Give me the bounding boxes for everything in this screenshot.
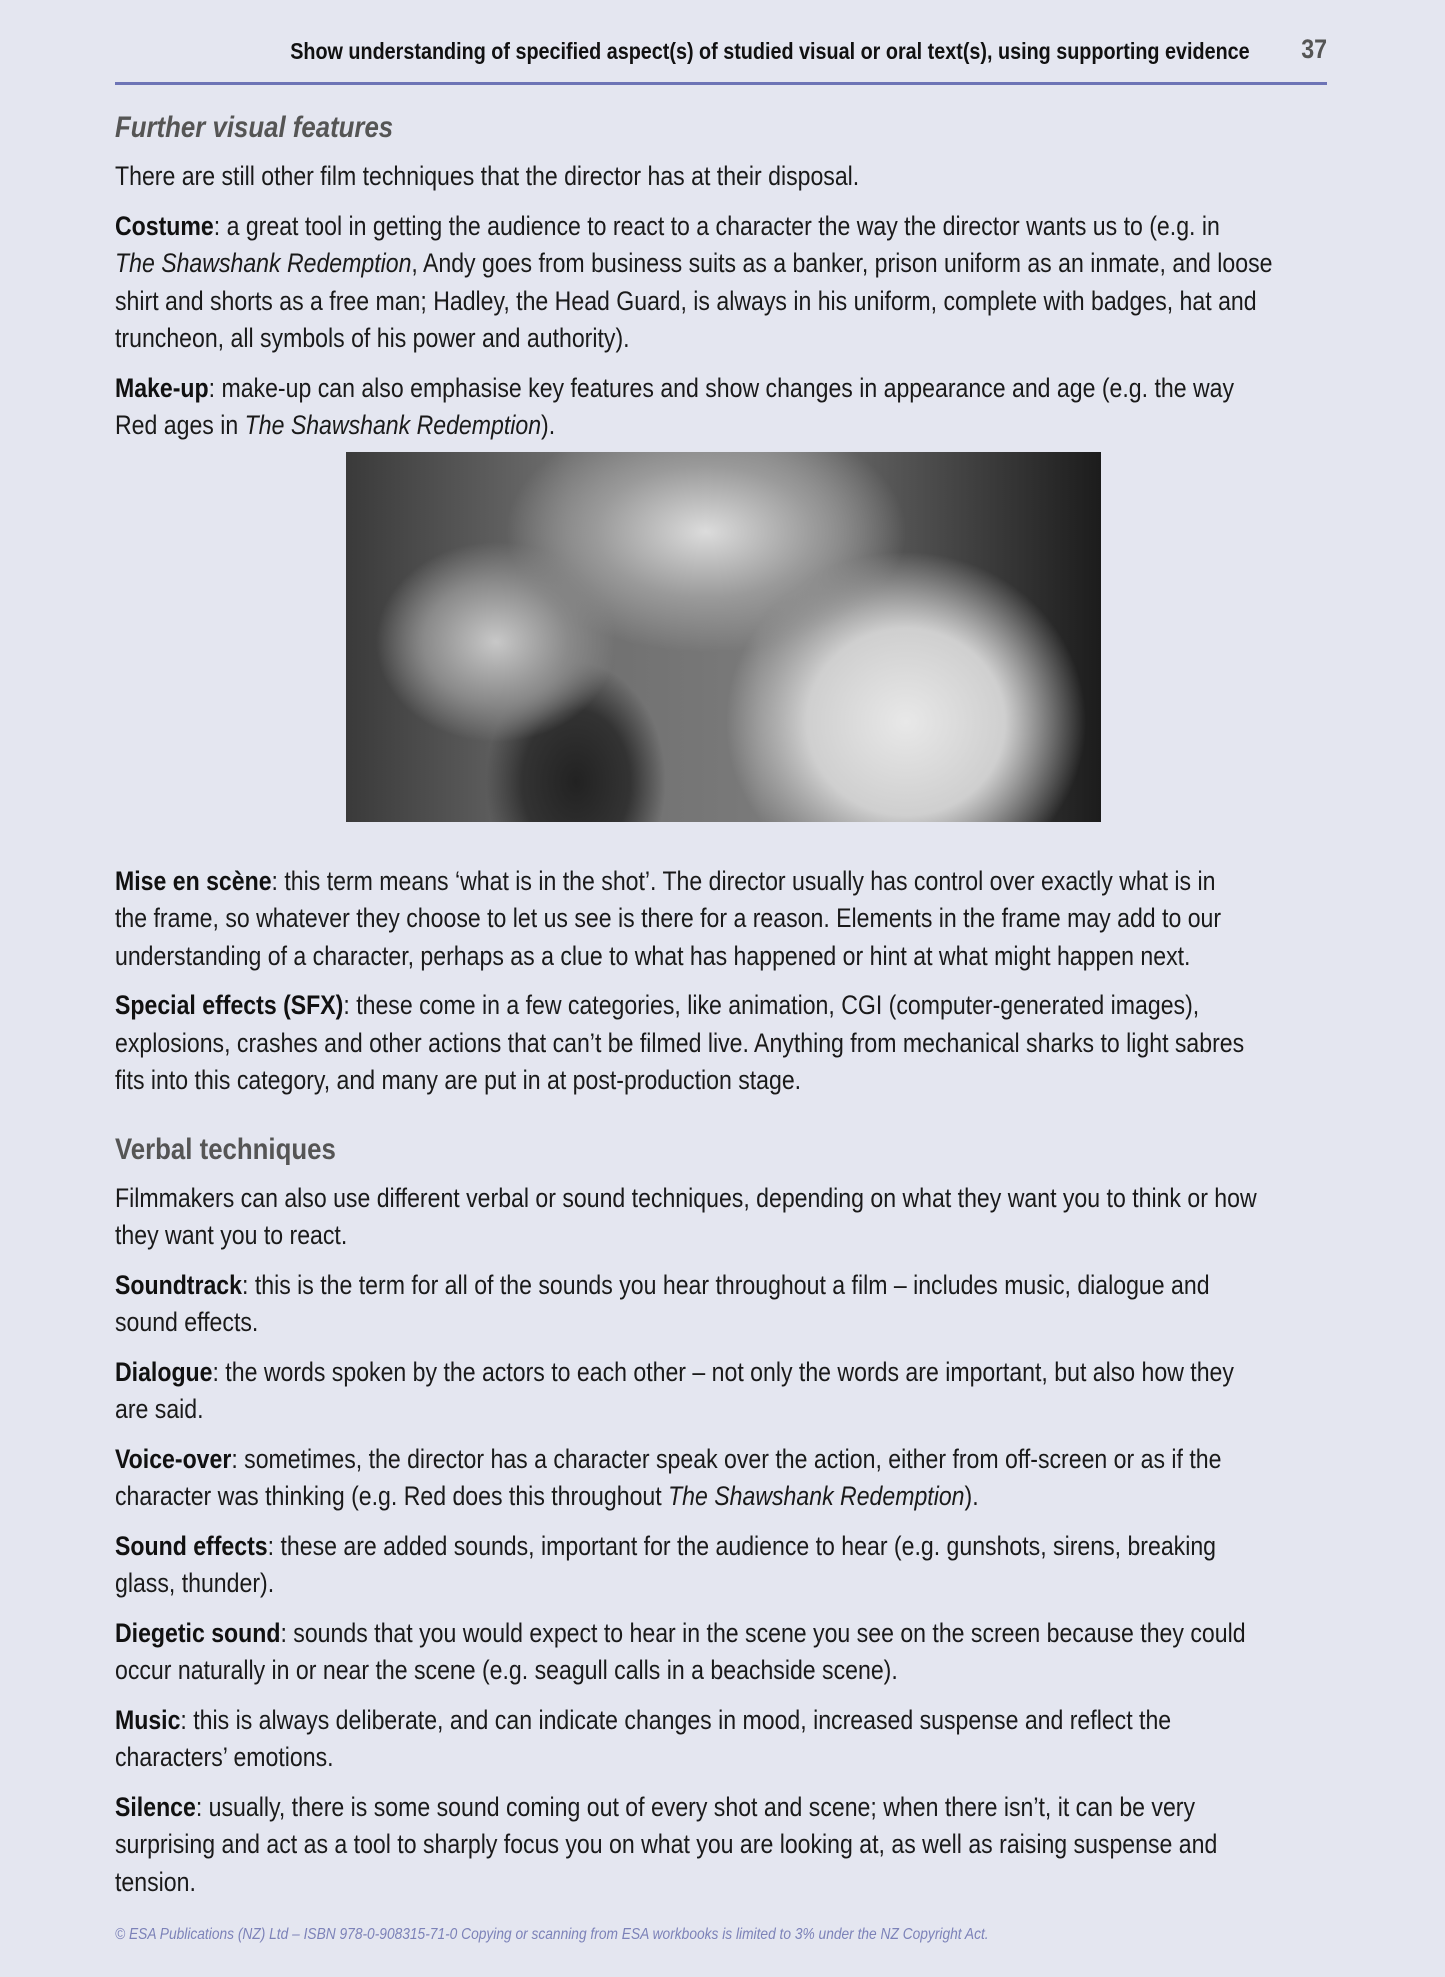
intro-text: There are still other film techniques that the director has at their disposal. xyxy=(115,161,860,191)
film-title: The Shawshank Redemption xyxy=(668,1481,965,1511)
silence-text: : usually, there is some sound coming out of every shot and scene; when there isn’t, it can be very xyxy=(195,1791,1196,1822)
intro-paragraph xyxy=(115,158,1312,196)
music-text: characters’ emotions. xyxy=(115,1742,334,1772)
dialogue-text: : the words spoken by the actors to each other – not only the words are important, but also how they xyxy=(212,1356,1234,1387)
diegetic-text: : sounds that you would expect to hear in the scene you see on the screen because they could xyxy=(280,1617,1246,1648)
header-divider xyxy=(115,82,1327,85)
mise-text: : this term means ‘what is in the shot’. The director usually has control over exactly what is in xyxy=(271,865,1216,896)
term-silence: Silence xyxy=(115,1791,196,1822)
term-dialogue: Dialogue xyxy=(115,1356,213,1387)
sfx-text: : these come in a few categories, like animation, CGI (computer-generated images), xyxy=(343,990,1200,1020)
verbal-intro-text: Filmmakers can also use different verbal or sound techniques, depending on what they want you to think or how xyxy=(115,1182,1257,1213)
verbal-intro-paragraph xyxy=(115,1180,1312,1255)
page-number: 37 xyxy=(1301,34,1327,64)
dialogue-text: are said. xyxy=(115,1394,204,1424)
sfx-text: fits into this category, and many are put in at post-production stage. xyxy=(115,1065,802,1095)
term-soundtrack: Soundtrack xyxy=(115,1269,242,1300)
music-text: : this is always deliberate, and can indicate changes in mood, increased suspense and reflect the xyxy=(180,1704,1172,1735)
costume-text: : a great tool in getting the audience to react to a character the way the director wants us to (e.g. in xyxy=(213,210,1220,241)
sound-effects-text: glass, thunder). xyxy=(115,1568,275,1598)
film-title: The Shawshank Redemption xyxy=(244,410,542,440)
voiceover-text: character was thinking (e.g. Red does this throughout xyxy=(115,1481,669,1511)
dialogue-paragraph xyxy=(115,1354,1312,1429)
diegetic-paragraph xyxy=(115,1615,1312,1690)
soundtrack-paragraph xyxy=(115,1267,1312,1342)
term-voiceover: Voice-over xyxy=(115,1443,232,1474)
page-content xyxy=(115,108,1445,1913)
music-paragraph xyxy=(115,1702,1312,1777)
term-music: Music xyxy=(115,1704,181,1735)
costume-text: truncheon, all symbols of his power and authority). xyxy=(115,323,630,353)
page-header xyxy=(115,34,1327,74)
verbal-intro-text: they want you to react. xyxy=(115,1220,348,1250)
term-sound-effects: Sound effects xyxy=(115,1530,268,1561)
sound-effects-text: : these are added sounds, important for the audience to hear (e.g. gunshots, sirens, breaking xyxy=(267,1530,1217,1561)
costume-paragraph xyxy=(115,208,1312,358)
makeup-text: : make-up can also emphasise key features and show changes in appearance and age (e.g. the way xyxy=(208,372,1235,403)
section-heading-verbal: Verbal techniques xyxy=(115,1132,336,1166)
section-heading-visual: Further visual features xyxy=(115,111,394,144)
makeup-text: ). xyxy=(541,410,556,440)
section-body-verbal xyxy=(115,1180,1312,1902)
film-title: The Shawshank Redemption xyxy=(115,248,412,278)
makeup-text: Red ages in xyxy=(115,410,245,440)
soundtrack-text: : this is the term for all of the sounds you hear throughout a film – includes music, dialogue and xyxy=(241,1269,1210,1300)
term-sfx: Special effects (SFX) xyxy=(115,990,344,1020)
term-mise-en-scene: Mise en scène xyxy=(115,865,272,896)
sfx-paragraph xyxy=(115,987,1312,1100)
silence-text: tension. xyxy=(115,1866,196,1897)
sound-effects-paragraph xyxy=(115,1528,1312,1603)
costume-text: , Andy goes from business suits as a banker, prison uniform as an inmate, and loose xyxy=(411,248,1273,278)
silence-paragraph xyxy=(115,1789,1312,1902)
voiceover-text: : sometimes, the director has a character speak over the action, either from off-screen or as if the xyxy=(231,1443,1222,1474)
term-diegetic-sound: Diegetic sound xyxy=(115,1617,281,1648)
silence-text: surprising and act as a tool to sharply focus you on what you are looking at, as well as raising suspense and xyxy=(115,1829,1218,1859)
film-still-image xyxy=(346,452,1101,822)
makeup-paragraph xyxy=(115,370,1312,445)
term-makeup: Make-up xyxy=(115,372,209,403)
term-costume: Costume xyxy=(115,210,214,241)
costume-text: shirt and shorts as a free man; Hadley, the Head Guard, is always in his uniform, complete with badges, hat and xyxy=(115,285,1257,316)
section-gap xyxy=(115,1112,1445,1130)
sfx-text: explosions, crashes and other actions that can’t be filmed live. Anything from mechanical sharks to light sabres xyxy=(115,1027,1245,1058)
mise-text: understanding of a character, perhaps as a clue to what has happened or hint at what might happen next. xyxy=(115,940,1191,971)
soundtrack-text: sound effects. xyxy=(115,1307,259,1337)
running-header-title: Show understanding of specified aspect(s) of studied visual or oral text(s), using supporting evidence xyxy=(290,38,1250,64)
copyright-footer: © ESA Publications (NZ) Ltd – ISBN 978-0-908315-71-0 Copying or scanning from ESA workbooks is limited to 3% under the NZ Copyright Act. xyxy=(115,1926,989,1943)
voiceover-paragraph xyxy=(115,1441,1312,1516)
diegetic-text: occur naturally in or near the scene (e.g. seagull calls in a beachside scene). xyxy=(115,1655,898,1685)
voiceover-text: ). xyxy=(964,1481,979,1511)
mise-en-scene-paragraph xyxy=(115,863,1312,976)
mise-text: the frame, so whatever they choose to let us see is there for a reason. Elements in the frame may add to our xyxy=(115,903,1222,933)
